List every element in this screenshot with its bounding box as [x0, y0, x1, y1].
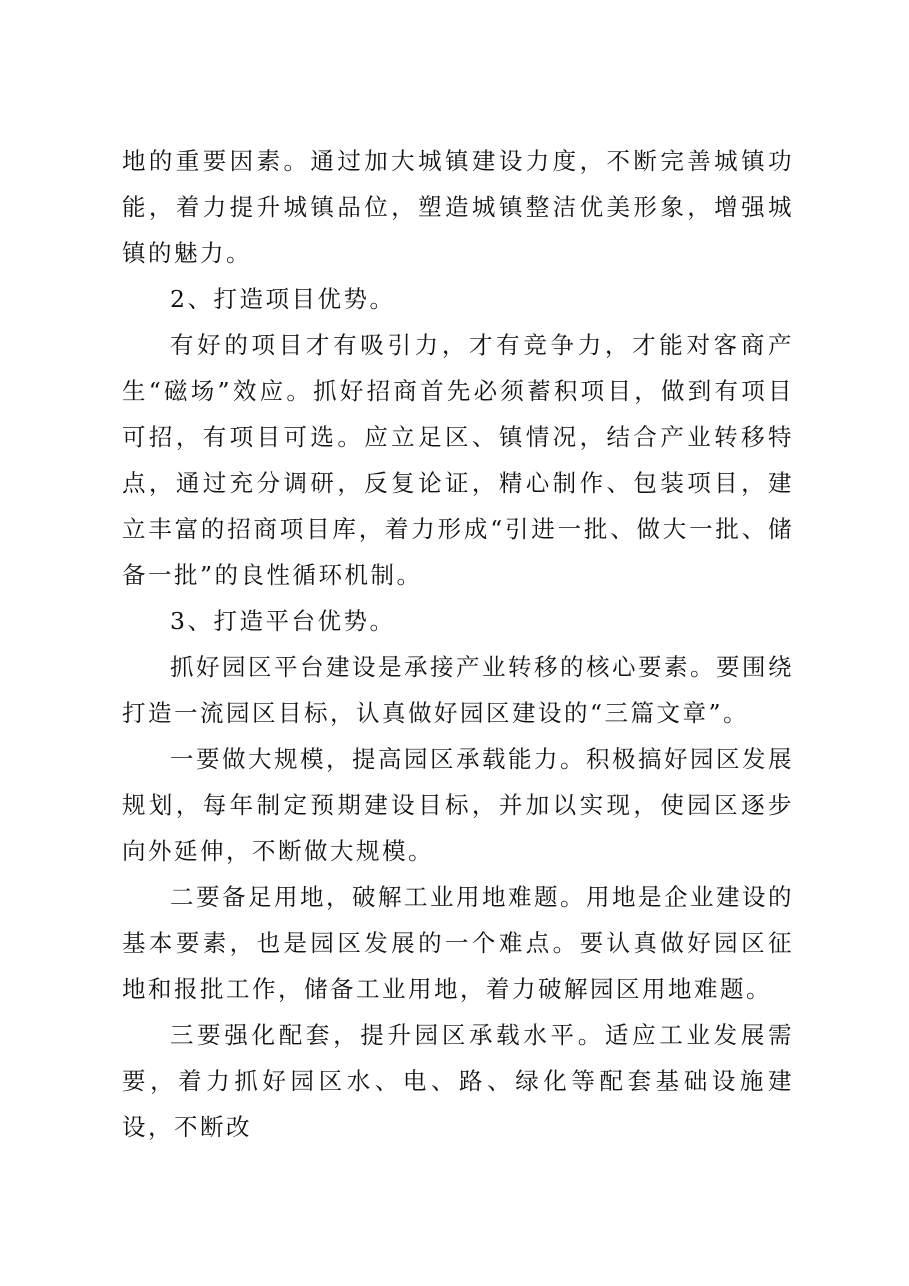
paragraph-supporting-facilities: 三要强化配套，提升园区承载水平。适应工业发展需要，着力抓好园区水、电、路、绿化等配套基础设施建设，不断改 [122, 1021, 794, 1141]
section-heading-platform-advantage: 3、打造平台优势。 [170, 607, 396, 635]
document-body [122, 138, 794, 1150]
paragraph-scale: 一要做大规模，提高园区承载能力。积极搞好园区发展规划，每年制定预期建设目标，并加以实现，使园区逐步向外延伸，不断做大规模。 [122, 745, 794, 865]
paragraph-platform-intro: 抓好园区平台建设是承接产业转移的核心要素。要围绕打造一流园区目标，认真做好园区建设的“三篇文章”。 [122, 653, 794, 727]
paragraph-project-advantage: 有好的项目才有吸引力，才有竞争力，才能对客商产生“磁场”效应。抓好招商首先必须蓄积项目，做到有项目可招，有项目可选。应立足区、镇情况，结合产业转移特点，通过充分调研，反复论证，精心制作、包装项目，建立丰富的招商项目库，着力形成“引进一批、做大一批、储备一批”的良性循环机制。 [122, 331, 794, 589]
paragraph-land: 二要备足用地，破解工业用地难题。用地是企业建设的基本要素，也是园区发展的一个难点。要认真做好园区征地和报批工作，储备工业用地，着力破解园区用地难题。 [122, 883, 794, 1003]
section-heading-project-advantage: 2、打造项目优势。 [170, 285, 396, 313]
paragraph-continuation: 地的重要因素。通过加大城镇建设力度，不断完善城镇功能，着力提升城镇品位，塑造城镇整洁优美形象，增强城镇的魅力。 [122, 147, 794, 267]
